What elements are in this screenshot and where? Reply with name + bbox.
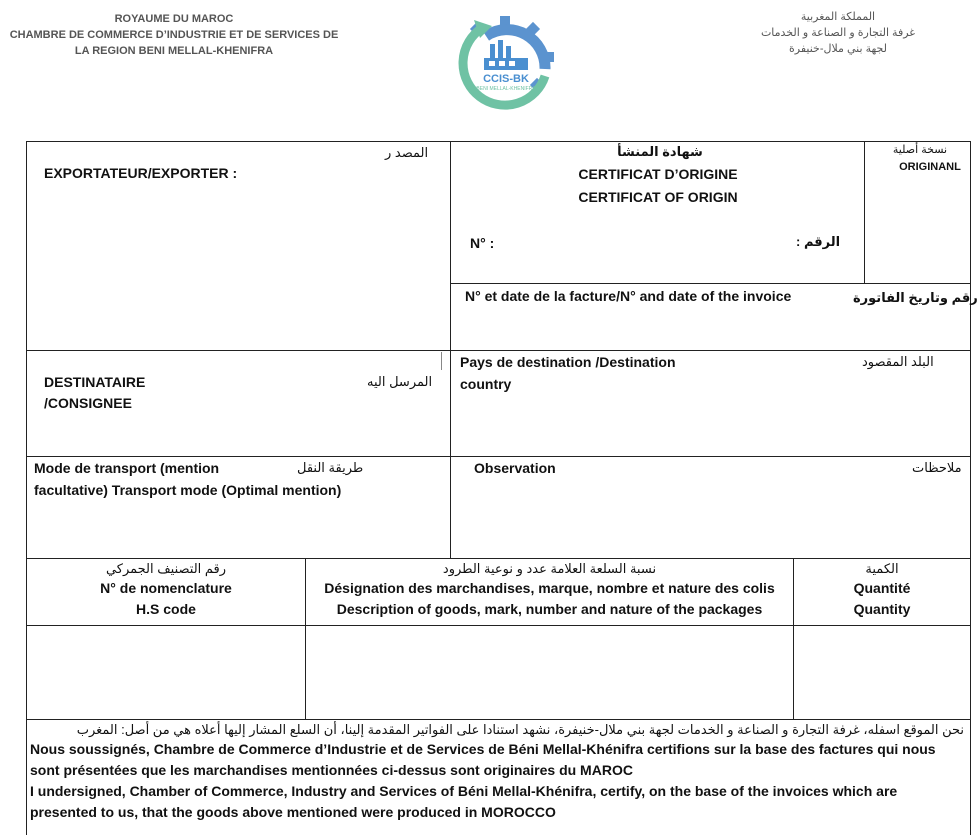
header-ar-line-1: المملكة المغربية	[800, 11, 876, 23]
header-fr-line-1: ROYAUME DU MAROC	[114, 13, 234, 25]
declaration-en-line1: I undersigned, Chamber of Commerce, Industry and Services of Béni Mellal-Khénifra, certify, on the base of the invoices which are	[30, 783, 898, 799]
destination-label-line2: country	[460, 376, 512, 392]
divider-row-consignee	[26, 350, 971, 351]
qty-header-fr: Quantité	[853, 580, 911, 596]
destination-label-line1: Pays de destination /Destination	[460, 354, 676, 370]
divider-col-original	[864, 141, 865, 283]
ccis-bk-logo-icon	[446, 14, 564, 114]
desc-header-fr: Désignation des marchandises, marque, nombre et nature des colis	[324, 580, 775, 596]
original-label: ORIGINANL	[899, 161, 961, 173]
destination-label-ar: البلد المقصود	[862, 354, 934, 369]
hs-header-fr: N° de nomenclature	[100, 580, 232, 596]
divider-row-transport	[26, 456, 971, 457]
divider-row-goods	[26, 558, 971, 559]
goods-col-desc-header	[306, 560, 793, 620]
border-left	[26, 141, 27, 835]
goods-col-qty-header	[794, 560, 970, 620]
header-ar-line-2: غرفة التجارة و الصناعة و الخدمات	[760, 27, 916, 39]
invoice-label: N° et date de la facture/N° and date of the invoice	[465, 288, 792, 304]
certificate-title-ar: شهادة المنشأ	[617, 144, 703, 159]
border-right	[970, 141, 971, 835]
header-arabic	[738, 9, 938, 57]
header-fr-line-2: CHAMBRE DE COMMERCE D’INDUSTRIE ET DE SERVICES DE	[9, 29, 339, 41]
declaration-text	[30, 721, 964, 823]
divider-goods-header	[26, 625, 971, 626]
transport-label-ar: طريقة النقل	[297, 460, 364, 475]
divider-tick	[441, 352, 442, 370]
invoice-label-ar: رقم وتاريخ الفاتورة	[853, 290, 978, 305]
logo-subtext: BENI MELLAL-KHENIFRA	[476, 86, 536, 92]
divider-invoice-top	[450, 283, 971, 284]
exporter-label: EXPORTATEUR/EXPORTER :	[44, 165, 238, 181]
certificate-number-label: N° :	[470, 235, 495, 251]
consignee-label-ar: المرسل اليه	[367, 374, 433, 389]
divider-declaration	[26, 719, 971, 720]
desc-header-en: Description of goods, mark, number and nature of the packages	[336, 601, 763, 617]
declaration-ar: نحن الموقع اسفله، غرفة التجارة و الصناعة و الخدمات لجهة بني ملال-خنيفرة، نشهد استنادا على الفواتير المقدمة إلينا، أن السلع المشار إليها أعلاه هي من أصل: المغرب	[76, 722, 964, 737]
exporter-label-ar: المصد ر	[385, 145, 429, 160]
hs-header-en: H.S code	[136, 601, 196, 617]
logo-text: CCIS-BK	[483, 73, 529, 85]
border-top	[26, 141, 971, 142]
hs-header-ar: رقم التصنيف الجمركي	[105, 561, 227, 576]
transport-label-line1: Mode de transport (mention	[34, 460, 220, 476]
certificate-number-label-ar: الرقم :	[796, 234, 841, 249]
certificate-title-fr: CERTIFICAT D’ORIGINE	[578, 166, 738, 182]
observation-label: Observation	[474, 460, 556, 476]
header-french	[0, 11, 348, 59]
desc-header-ar: نسبة السلعة العلامة عدد و نوعية الطرود	[442, 561, 657, 576]
transport-label-line2: facultative) Transport mode (Optimal mention)	[34, 482, 342, 498]
declaration-fr-line2: sont présentées que les marchandises mentionnées ci-dessus sont originaires du MAROC	[30, 762, 633, 778]
goods-col-hs-header	[27, 560, 305, 620]
declaration-fr-line1: Nous soussignés, Chambre de Commerce d’Industrie et de Services de Béni Mellal-Khénifra certifions sur la base des factures qui nous	[30, 741, 936, 757]
consignee-label-line1: DESTINATAIRE	[44, 374, 146, 390]
certificate-title-en: CERTIFICAT OF ORIGIN	[578, 189, 738, 205]
qty-header-ar: الكمية	[865, 561, 899, 576]
original-label-ar: نسخة أصلية	[892, 144, 948, 156]
qty-header-en: Quantity	[853, 601, 911, 617]
declaration-en-line2: presented to us, that the goods above mentioned were produced in MOROCCO	[30, 804, 556, 820]
observation-label-ar: ملاحظات	[912, 460, 962, 475]
header-fr-line-3: LA REGION BENI MELLAL-KHENIFRA	[74, 45, 274, 57]
consignee-label-line2: /CONSIGNEE	[44, 395, 132, 411]
header-ar-line-3: لجهة بني ملال-خنيفرة	[788, 43, 888, 55]
